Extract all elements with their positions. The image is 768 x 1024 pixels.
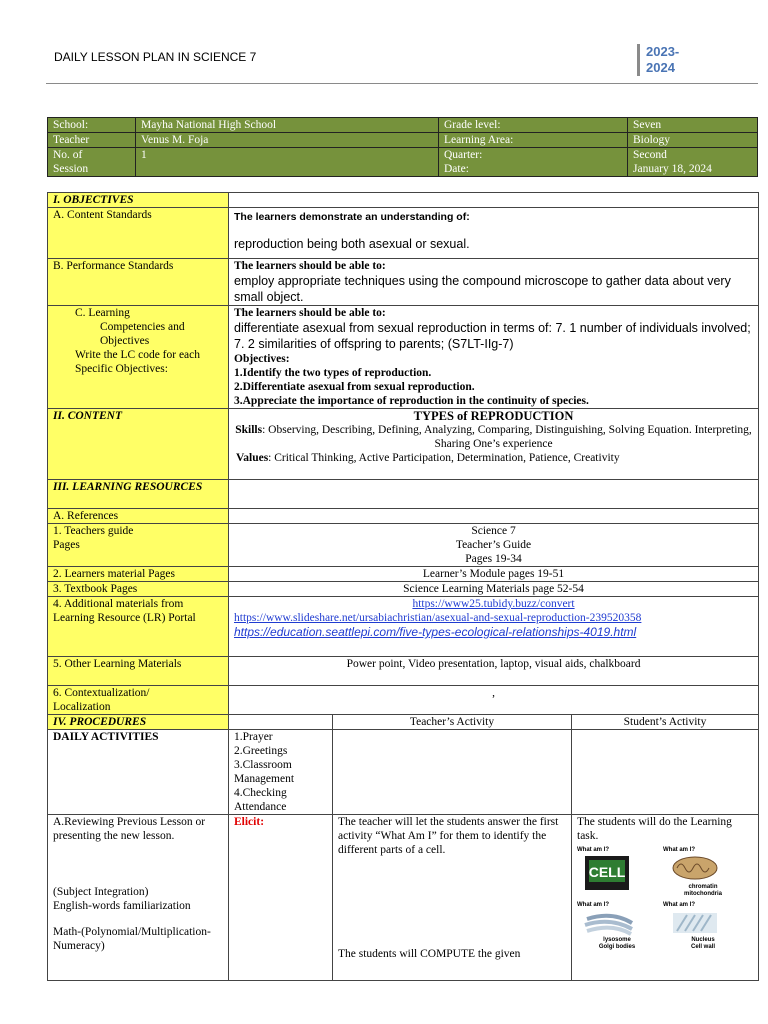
performance-standards-value: The learners should be able to: employ appropriate techniques using the compound microscope to gather data about very small object. <box>229 259 759 306</box>
content-standards-value: The learners demonstrate an understanding of: reproduction being both asexual or sexual. <box>229 208 759 259</box>
area-label: Learning Area: <box>439 133 628 148</box>
learning-competencies-value: The learners should be able to: differentiate asexual from sexual reproduction in terms of: 7. 1 number of individuals involved; 7. 2 similarities of offspring to parents; (S7LT-IIg-7) Objectives: 1.Identify the two types of reproduction. 2.Differentiate asexual from sexual reproduction. 3.Appreciate the importance of reproduction in the continuity of species. <box>229 306 759 409</box>
references-label: A. References <box>48 509 229 524</box>
school-value: Mayha National High School <box>136 118 439 133</box>
other-materials-label: 5. Other Learning Materials <box>48 657 229 686</box>
figure-cell-card: What am I? CELL <box>577 847 657 898</box>
lesson-plan-table <box>47 192 759 981</box>
mitochondria-icon <box>663 854 723 884</box>
seattlepi-link[interactable]: https://education.seattlepi.com/five-types-ecological-relationships-4019.html <box>234 625 637 639</box>
tubidy-link[interactable]: https://www25.tubidy.buzz/convert <box>412 598 575 610</box>
teacher-label: Teacher <box>48 133 136 148</box>
other-materials-value: Power point, Video presentation, laptop, visual aids, chalkboard <box>229 657 759 686</box>
additional-materials-value <box>229 597 759 657</box>
learners-material-value: Learner’s Module pages 19-51 <box>229 567 759 582</box>
info-table <box>47 117 758 177</box>
figure-mitochondria: What am I? chromatin mitochondria <box>663 847 722 897</box>
figure-cell-wall: What am I? Nucleus Cell wall <box>663 902 743 951</box>
quarter-date-labels: Quarter: Date: <box>439 148 628 177</box>
session-value: 1 <box>136 148 439 177</box>
textbook-value: Science Learning Materials page 52-54 <box>229 582 759 597</box>
objectives-heading: I. OBJECTIVES <box>48 193 229 208</box>
additional-materials-label: 4. Additional materials from Learning Resource (LR) Portal <box>48 597 229 657</box>
elicit-label: Elicit: <box>234 816 265 828</box>
procedures-heading: IV. PROCEDURES <box>48 715 229 730</box>
daily-activities-list: 1.Prayer 2.Greetings 3.Classroom Management 4.Checking Attendance <box>229 730 333 815</box>
contextualization-label: 6. Contextualization/ Localization <box>48 686 229 715</box>
contextualization-value: , <box>229 686 759 715</box>
grade-label: Grade level: <box>439 118 628 133</box>
area-value: Biology <box>628 133 758 148</box>
teacher-value: Venus M. Foja <box>136 133 439 148</box>
quarter-date-values: Second January 18, 2024 <box>628 148 758 177</box>
teachers-guide-value: Science 7 Teacher’s Guide Pages 19-34 <box>229 524 759 567</box>
svg-text:CELL: CELL <box>588 864 626 880</box>
teachers-guide-label: 1. Teachers guide Pages <box>48 524 229 567</box>
cell-wall-icon <box>663 909 723 937</box>
session-label: No. of Session <box>48 148 136 177</box>
teacher-activity-cell: The teacher will let the students answer the first activity “What Am I” for them to identify the different parts of a cell. The students will COMPUTE the given <box>333 815 572 981</box>
header-divider <box>46 83 758 84</box>
school-year: 2023- 2024 <box>637 44 696 76</box>
review-lesson-label: A.Reviewing Previous Lesson or presenting the new lesson. (Subject Integration) English-words familiarization Math-(Polynomial/Multiplication- Numeracy) <box>48 815 229 981</box>
performance-standards-label: B. Performance Standards <box>48 259 229 306</box>
golgi-icon <box>577 909 637 937</box>
learners-material-label: 2. Learners material Pages <box>48 567 229 582</box>
document-title: DAILY LESSON PLAN IN SCIENCE 7 <box>54 50 257 64</box>
learning-resources-heading: III. LEARNING RESOURCES <box>48 480 229 509</box>
daily-activities-label: DAILY ACTIVITIES <box>48 730 229 815</box>
what-am-i-figures <box>577 847 753 951</box>
student-activity-cell: The students will do the Learning task. What am I? CELL What am I? chromatin mitochondria What am I? lysosome Golgi bodies What am I? Nucleus Cell wall <box>572 815 759 981</box>
slideshare-link[interactable]: https://www.slideshare.net/ursabiachristian/asexual-and-sexual-reproduction-239520358 <box>234 612 642 624</box>
elicit-cell <box>229 815 333 981</box>
teachers-activity-heading: Teacher’s Activity <box>333 715 572 730</box>
cell-card-icon <box>577 854 637 892</box>
content-value: TYPES of REPRODUCTION Skills: Observing, Describing, Defining, Analyzing, Comparing, Distinguishing, Solving Equation. Interpreting, Sharing One’s experience Values: Critical Thinking, Active Participation, Determination, Patience, Creativity <box>229 409 759 480</box>
content-standards-label: A. Content Standards <box>48 208 229 259</box>
learning-competencies-label: C. Learning Competencies and Objectives Write the LC code for each Specific Objectives: <box>48 306 229 409</box>
school-label: School: <box>48 118 136 133</box>
content-heading: II. CONTENT <box>48 409 229 480</box>
grade-value: Seven <box>628 118 758 133</box>
students-activity-heading: Student’s Activity <box>572 715 759 730</box>
textbook-label: 3. Textbook Pages <box>48 582 229 597</box>
figure-golgi: What am I? lysosome Golgi bodies <box>577 902 636 950</box>
